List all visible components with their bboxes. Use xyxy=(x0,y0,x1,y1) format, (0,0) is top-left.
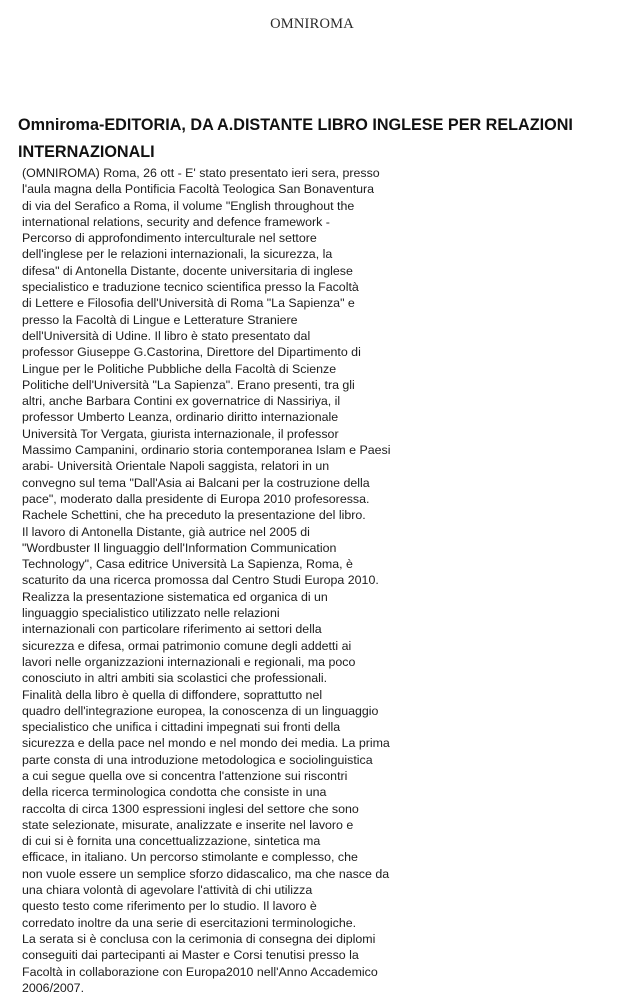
article-body-line: state selezionate, misurate, analizzate e inserite nel lavoro e xyxy=(22,817,354,832)
article-body-line: international relations, security and defence framework - xyxy=(22,214,330,229)
publication-masthead: OMNIROMA xyxy=(270,16,354,32)
article-body-line: La serata si è conclusa con la cerimonia di consegna dei diplomi xyxy=(22,931,376,946)
article-body-line: Lingue per le Politiche Pubbliche della Facoltà di Scienze xyxy=(22,361,337,376)
article-body-line: non vuole essere un semplice sforzo didascalico, ma che nasce da xyxy=(22,866,390,881)
article-body xyxy=(22,165,618,996)
article-body-line: internazionali con particolare riferimento ai settori della xyxy=(22,622,322,637)
article-body-line: professor Umberto Leanza, ordinario diritto internazionale xyxy=(22,410,339,425)
article-body-line: efficace, in italiano. Un percorso stimolante e complesso, che xyxy=(22,850,358,865)
article-body-line: altri, anche Barbara Contini ex governatrice di Nassiriya, il xyxy=(22,394,341,409)
article-body-line: lavori nelle organizzazioni internazionali e regionali, ma poco xyxy=(22,654,356,669)
article-body-line: di cui si è fornita una concettualizzazione, sintetica ma xyxy=(22,834,321,849)
article-headline xyxy=(18,112,618,166)
article-body-line: corredato inoltre da una serie di esercitazioni terminologiche. xyxy=(22,915,357,930)
article-body-line: dell'Università di Udine. Il libro è stato presentato dal xyxy=(22,328,311,343)
article-body-line: 2006/2007. xyxy=(22,980,85,995)
article-body-line: di Lettere e Filosofia dell'Università di Roma "La Sapienza" e xyxy=(22,296,355,311)
headline-line-1: Omniroma-EDITORIA, DA A.DISTANTE LIBRO INGLESE PER RELAZIONI xyxy=(18,116,573,134)
article-body-line: Rachele Schettini, che ha preceduto la presentazione del libro. xyxy=(22,508,366,523)
article-body-line: Technology", Casa editrice Università La Sapienza, Roma, è xyxy=(22,557,353,572)
article-body-line: presso la Facoltà di Lingue e Letterature Straniere xyxy=(22,312,298,327)
article-body-line: della ricerca terminologica condotta che consiste in una xyxy=(22,785,327,800)
article-body-line: a cui segue quella ove si concentra l'attenzione sui riscontri xyxy=(22,768,348,783)
article-body-line: Finalità della libro è quella di diffondere, soprattutto nel xyxy=(22,687,323,702)
article-body-line: sicurezza e della pace nel mondo e nel mondo dei media. La prima xyxy=(22,736,390,751)
article-body-line: Percorso di approfondimento interculturale nel settore xyxy=(22,231,317,246)
article-body-line: Il lavoro di Antonella Distante, già autrice nel 2005 di xyxy=(22,524,310,539)
article-body-line: quadro dell'integrazione europea, la conoscenza di un linguaggio xyxy=(22,703,379,718)
article-body-line: arabi- Università Orientale Napoli saggista, relatori in un xyxy=(22,459,330,474)
article-body-line: convegno sul tema "Dall'Asia ai Balcani per la costruzione della xyxy=(22,475,370,490)
article-body-line: conseguiti dai partecipanti ai Master e Corsi tenutisi presso la xyxy=(22,948,359,963)
article-body-line: (OMNIROMA) Roma, 26 ott - E' stato presentato ieri sera, presso xyxy=(22,166,380,180)
article-body-line: "Wordbuster Il linguaggio dell'Information Communication xyxy=(22,540,337,555)
article-body-line: questo testo come riferimento per lo studio. Il lavoro è xyxy=(22,899,317,914)
article-body-line: pace", moderato dalla presidente di Europa 2010 profesoressa. xyxy=(22,491,370,506)
article-body-line: l'aula magna della Pontificia Facoltà Teologica San Bonaventura xyxy=(22,182,375,197)
article-body-line: di via del Serafico a Roma, il volume "English throughout the xyxy=(22,198,355,213)
article-body-line: professor Giuseppe G.Castorina, Direttore del Dipartimento di xyxy=(22,345,361,360)
article-body-line: difesa" di Antonella Distante, docente universitaria di inglese xyxy=(22,263,353,278)
article-body-line: scaturito da una ricerca promossa dal Centro Studi Europa 2010. xyxy=(22,573,379,588)
headline-line-2: INTERNAZIONALI xyxy=(18,143,155,161)
article-body-line: dell'inglese per le relazioni internazionali, la sicurezza, la xyxy=(22,247,333,262)
article-body-line: raccolta di circa 1300 espressioni inglesi del settore che sono xyxy=(22,801,359,816)
article-body-line: Facoltà in collaborazione con Europa2010 nell'Anno Accademico xyxy=(22,964,378,979)
article-body-line: parte consta di una introduzione metodologica e sociolinguistica xyxy=(22,752,373,767)
article-body-line: una chiara volontà di agevolare l'attività di chi utilizza xyxy=(22,883,313,898)
article-body-line: sicurezza e difesa, ormai patrimonio comune degli addetti ai xyxy=(22,638,352,653)
article-body-line: linguaggio specialistico utilizzato nelle relazioni xyxy=(22,606,280,621)
article-body-line: specialistico che unifica i cittadini impegnati sui fronti della xyxy=(22,720,341,735)
article-body-line: conosciuto in altri ambiti sia scolastici che professionali. xyxy=(22,671,328,686)
article-body-line: specialistico e traduzione tecnico scientifica presso la Facoltà xyxy=(22,280,359,295)
article-body-line: Università Tor Vergata, giurista internazionale, il professor xyxy=(22,426,339,441)
article-body-line: Realizza la presentazione sistematica ed organica di un xyxy=(22,589,328,604)
article-body-line: Massimo Campanini, ordinario storia contemporanea Islam e Paesi xyxy=(22,443,391,458)
article-body-line: Politiche dell'Università "La Sapienza". Erano presenti, tra gli xyxy=(22,377,355,392)
